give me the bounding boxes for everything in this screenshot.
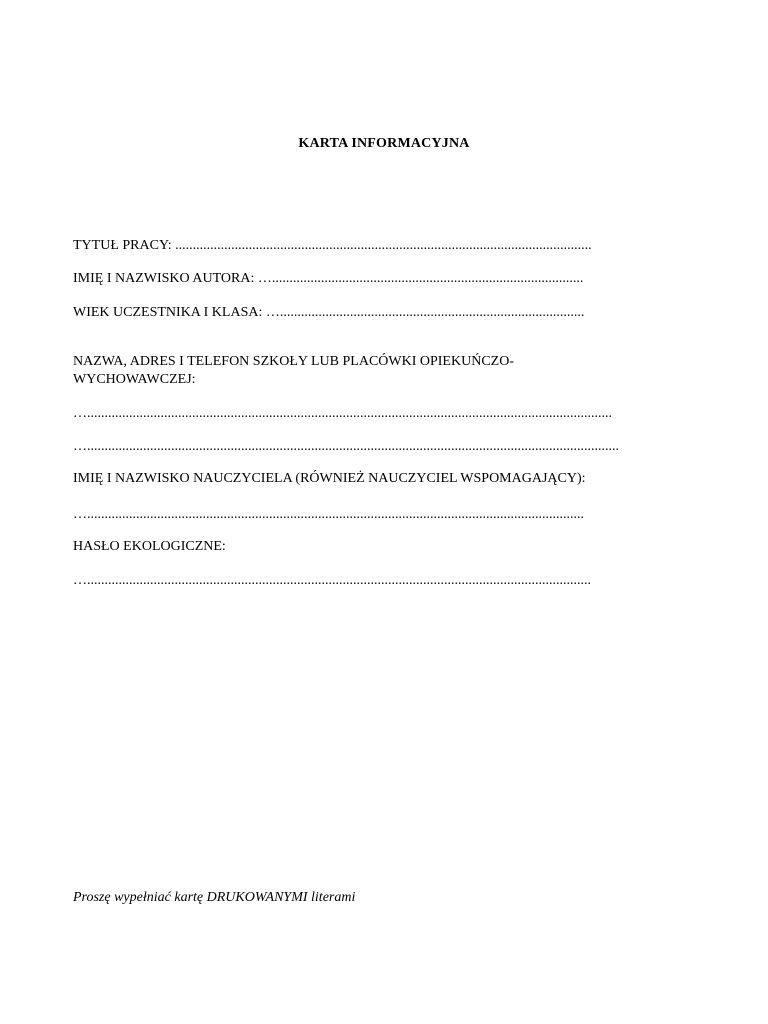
school-heading-line1: NAZWA, ADRES I TELEFON SZKOŁY LUB PLACÓWKI OPIEKUŃCZO- [73,354,514,369]
fill-dots: …......................................................................................... [257,271,584,286]
document-title: KARTA INFORMACYJNA [298,136,470,151]
field-title-of-work [73,237,592,255]
fill-dots: ....................................................................................................................... [175,238,592,253]
field-label: IMIĘ I NAZWISKO AUTORA: [73,271,255,286]
school-heading-line2: WYCHOWAWCZEJ: [73,372,196,387]
footer-note: Proszę wypełniać kartę DRUKOWANYMI literami [73,890,356,905]
teacher-fill-dots: ….............................................................................................................................................. [73,507,584,522]
teacher-heading: IMIĘ I NAZWISKO NAUCZYCIELA (RÓWNIEŻ NAUCZYCIEL WSPOMAGAJĄCY): [73,471,586,486]
fill-dots: …....................................................................................... [265,305,585,320]
field-label: WIEK UCZESTNIKA I KLASA: [73,305,263,320]
school-fill-dots-1: …...................................................................................................................................................... [73,406,612,421]
school-fill-dots-2: …........................................................................................................................................................ [73,439,619,454]
slogan-heading: HASŁO EKOLOGICZNE: [73,539,226,554]
field-label: TYTUŁ PRACY: [73,238,172,253]
slogan-fill-dots: …................................................................................................................................................ [73,573,591,588]
field-age-class [73,304,584,322]
field-author-name [73,270,583,288]
